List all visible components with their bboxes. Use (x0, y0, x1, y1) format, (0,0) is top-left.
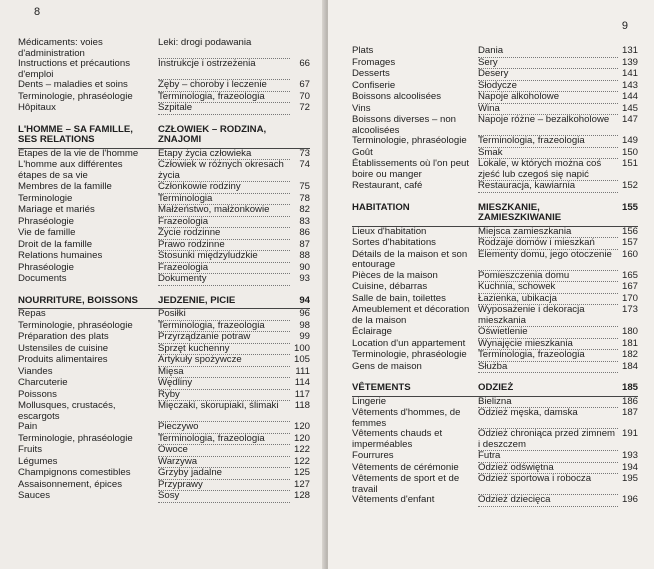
french-title: Confiserie (352, 79, 396, 91)
polish-title: Sery (478, 58, 618, 70)
polish-title: Frazeologia (158, 263, 290, 275)
page-ref: 82 (299, 204, 310, 215)
page-ref: 131 (621, 45, 638, 56)
toc-entry (18, 468, 310, 480)
polish-title: Terminologia (158, 194, 290, 206)
page-ref: 185 (621, 382, 638, 393)
toc-entry (18, 332, 310, 344)
polish-title: Terminologia, frazeologia (478, 136, 618, 148)
toc-list (18, 38, 310, 503)
polish-title: Stosunki międzyludzkie (158, 251, 290, 263)
french-title: Boissons alcoolisées (352, 91, 442, 102)
polish-title: Desery (478, 69, 618, 81)
page-ref: 118 (294, 400, 310, 411)
polish-title: Napoje alkoholowe (478, 92, 618, 104)
page-ref: 111 (295, 365, 310, 377)
page-ref: 143 (621, 79, 638, 91)
french-title: Poissons (18, 388, 57, 400)
french-title: L'HOMME – SA FAMILLE, SES RELATIONS (18, 123, 133, 145)
page-ref: 100 (293, 342, 310, 354)
toc-entry (352, 238, 638, 250)
page-ref: 182 (621, 349, 638, 360)
polish-title: Owoce (158, 445, 290, 457)
page-ref: 74 (299, 159, 310, 170)
polish-title: Napoje różne – bezalkoholowe (478, 115, 618, 136)
toc-entry (352, 92, 638, 104)
section-heading (18, 125, 310, 149)
polish-title: Dokumenty (158, 274, 290, 286)
page-ref: 125 (293, 467, 310, 478)
polish-title: Miejsca zamieszkania (478, 227, 618, 239)
toc-entry (352, 46, 638, 58)
page-ref: 105 (293, 354, 310, 365)
polish-title: Leki: drogi podawania (158, 38, 290, 59)
french-title: Vêtements d'enfant (352, 494, 435, 505)
page-ref: 83 (299, 215, 310, 227)
french-title: Location d'un appartement (352, 337, 466, 349)
french-title: Éclairage (352, 326, 392, 337)
page-number: 9 (621, 20, 628, 32)
toc-entry (352, 327, 638, 339)
toc-entry (18, 251, 310, 263)
section-heading (352, 383, 638, 397)
toc-entry (18, 445, 310, 457)
french-title: Plats (352, 45, 374, 56)
page-ref: 114 (294, 377, 310, 388)
page-ref: 75 (299, 181, 310, 192)
page-ref: 155 (621, 201, 638, 213)
polish-title: Zęby – choroby i leczenie (158, 80, 290, 92)
page-ref: 196 (621, 494, 638, 505)
page-ref: 165 (621, 269, 638, 281)
page-ref: 145 (621, 102, 638, 114)
polish-title: Pieczywo (158, 422, 290, 434)
polish-title: Mięsa (158, 367, 290, 379)
polish-title: JEDZENIE, PICIE (158, 294, 236, 306)
french-title: Vie de famille (18, 227, 76, 238)
french-title: Légumes (18, 455, 58, 467)
toc-entry (352, 282, 638, 294)
polish-title: Sosy (158, 491, 290, 503)
polish-title: Kuchnia, schowek (478, 282, 618, 294)
french-title: Fourrures (352, 450, 394, 461)
french-title: Vêtements chauds et imperméables (352, 428, 443, 450)
page-ref: 186 (621, 395, 638, 407)
polish-title: Warzywa (158, 457, 290, 469)
page-ref: 72 (299, 102, 310, 113)
french-title: Terminologie, phraséologie (18, 432, 133, 444)
polish-title: Futra (478, 451, 618, 463)
page-ref: 180 (621, 326, 638, 337)
french-title: Mariage et mariés (18, 204, 95, 215)
french-title: Vêtements de cérémonie (352, 461, 459, 473)
french-title: Lieux d'habitation (352, 225, 427, 237)
polish-title: Człowiek w różnych okresach życia (158, 160, 290, 182)
french-title: Pain (18, 421, 38, 432)
toc-entry (18, 160, 310, 182)
french-title: Repas (18, 308, 46, 319)
page-ref: 195 (621, 473, 638, 484)
page-ref: 87 (299, 238, 310, 250)
french-title: Assaisonnement, épices (18, 478, 122, 490)
page-ref: 67 (299, 79, 310, 90)
polish-title: Posiłki (158, 309, 290, 321)
page-ref: 66 (299, 58, 310, 69)
polish-title: Frazeologia (158, 217, 290, 229)
french-title: Dents – maladies et soins (18, 79, 128, 90)
page-ref: 117 (294, 388, 310, 400)
polish-title: Grzyby jadalne (158, 468, 290, 480)
page-ref: 120 (293, 421, 310, 432)
french-title: Terminologie, phraséologie (352, 349, 467, 360)
french-title: Vêtements de sport et de travail (352, 473, 460, 495)
french-title: Viandes (18, 365, 53, 377)
french-title: Champignons comestibles (18, 467, 131, 478)
french-title: Cuisine, débarras (352, 281, 428, 292)
french-title: Terminologie (18, 192, 73, 204)
toc-entry (18, 401, 310, 422)
toc-entry (352, 159, 638, 181)
page-ref: 150 (621, 146, 638, 158)
polish-title: MIESZKANIE, ZAMIESZKIWANIE (478, 201, 562, 223)
page-ref: 120 (293, 432, 310, 444)
polish-title: Mięczaki, skorupiaki, ślimaki (158, 401, 290, 422)
polish-title: Wynajęcie mieszkania (478, 339, 618, 351)
polish-title: Łazienka, ubikacja (478, 294, 618, 306)
page-ref: 99 (299, 331, 310, 342)
toc-list (352, 46, 638, 507)
french-title: Établissements où l'on peut boire ou manger (352, 158, 470, 180)
polish-title: Odzież odświętna (478, 463, 618, 475)
french-title: Vêtements d'hommes, de femmes (352, 407, 461, 429)
page-ref: 187 (621, 407, 638, 418)
polish-title: Ryby (158, 390, 290, 402)
french-title: Boissons diverses – non alcoolisées (352, 114, 456, 136)
polish-title: Lokale, w których można coś zjeść lub czegoś się napić (478, 159, 618, 181)
toc-entry (18, 80, 310, 92)
french-title: L'homme aux différentes étapes de sa vie (18, 159, 123, 181)
page-ref: 139 (621, 56, 638, 68)
page-ref: 90 (299, 261, 310, 273)
toc-entry (352, 408, 638, 429)
page-ref: 156 (621, 225, 638, 237)
section-heading (352, 203, 638, 227)
page-ref: 160 (621, 248, 638, 260)
toc-entry (352, 69, 638, 81)
french-title: Détails de la maison et son entourage (352, 248, 468, 270)
polish-title: Służba (478, 362, 618, 374)
page-ref: 78 (299, 192, 310, 204)
polish-title: Małżeństwo, małżonkowie (158, 205, 290, 217)
polish-title: Wina (478, 104, 618, 116)
french-title: Documents (18, 273, 67, 284)
page-ref: 173 (621, 304, 638, 315)
polish-title: Odzież dziecięca (478, 495, 618, 507)
toc-entry (352, 429, 638, 451)
french-title: Fromages (352, 56, 396, 68)
toc-entry (18, 59, 310, 80)
polish-title: Etapy życia człowieka (158, 149, 290, 161)
page-ref: 157 (621, 237, 638, 248)
french-title: Charcuterie (18, 377, 68, 388)
page-ref: 122 (293, 455, 310, 467)
french-title: Membres de la famille (18, 181, 112, 192)
page-ref: 127 (293, 478, 310, 490)
french-title: Desserts (352, 68, 390, 79)
french-title: Terminologie, phraséologie (18, 90, 133, 102)
page-ref: 96 (299, 308, 310, 319)
toc-entry (352, 451, 638, 463)
polish-title: Elementy domu, jego otoczenie (478, 250, 618, 271)
toc-entry (18, 422, 310, 434)
french-title: Goût (352, 146, 373, 158)
page-ref: 144 (621, 91, 638, 102)
polish-title: Szpitale (158, 103, 290, 115)
polish-title: Życie rodzinne (158, 228, 290, 240)
polish-title: Odzież męska, damska (478, 408, 618, 429)
french-title: Sortes d'habitations (352, 237, 436, 248)
french-title: Salle de bain, toilettes (352, 292, 446, 304)
polish-title: Przyrządzanie potraw (158, 332, 290, 344)
toc-entry (352, 136, 638, 148)
page-ref: 98 (299, 319, 310, 331)
french-title: Étapes de la vie de l'homme (18, 147, 139, 159)
toc-entry (18, 378, 310, 390)
french-title: Gens de maison (352, 360, 422, 372)
polish-title: Wyposażenie i dekoracja mieszkania (478, 305, 618, 327)
toc-entry (18, 182, 310, 194)
french-title: Lingerie (352, 395, 387, 407)
polish-title: Członkowie rodziny (158, 182, 290, 194)
french-title: Restaurant, café (352, 180, 423, 191)
page-ref: 151 (621, 158, 638, 169)
page-ref: 128 (293, 490, 310, 501)
page-ref: 149 (621, 135, 638, 146)
toc-entry (18, 355, 310, 367)
french-title: Phraséologie (18, 215, 75, 227)
page-ref: 86 (299, 227, 310, 238)
toc-entry (18, 491, 310, 503)
left-page (0, 0, 326, 569)
french-title: Sauces (18, 490, 50, 501)
toc-entry (18, 205, 310, 217)
polish-title: Terminologia, frazeologia (158, 321, 290, 333)
page-ref: 191 (621, 428, 638, 439)
section-heading (18, 296, 310, 310)
page-ref: 167 (621, 281, 638, 292)
page-ref (290, 38, 310, 59)
toc-entry (18, 103, 310, 115)
french-title: VÊTEMENTS (352, 382, 411, 393)
polish-title: ODZIEŻ (478, 382, 514, 393)
page-ref: 122 (293, 444, 310, 455)
french-title: Produits alimentaires (18, 354, 108, 365)
french-title: Droit de la famille (18, 238, 93, 250)
page-ref: 93 (299, 273, 310, 284)
page-ref: 88 (299, 250, 310, 261)
polish-title: Słodycze (478, 81, 618, 93)
page-ref: 194 (621, 461, 638, 473)
french-title: Phraséologie (18, 261, 75, 273)
polish-title: Sprzęt kuchenny (158, 344, 290, 356)
toc-entry (18, 228, 310, 240)
french-title: Relations humaines (18, 250, 103, 261)
polish-title: Wędliny (158, 378, 290, 390)
polish-title: Prawo rodzinne (158, 240, 290, 252)
page-ref: 141 (621, 68, 638, 79)
polish-title: Oświetlenie (478, 327, 618, 339)
toc-entry (18, 309, 310, 321)
french-title: Ustensiles de cuisine (18, 342, 109, 354)
page-ref: 184 (621, 360, 638, 372)
french-title: Médicaments: voies d'administration (18, 37, 103, 59)
french-title: NOURRITURE, BOISSONS (18, 294, 138, 306)
polish-title: Instrukcje i ostrzeżenia (158, 59, 290, 80)
polish-title: Bielizna (478, 397, 618, 409)
toc-entry (18, 38, 310, 59)
french-title: Pièces de la maison (352, 269, 438, 281)
polish-title: Terminologia, frazeologia (158, 434, 290, 446)
page-ref: 193 (621, 450, 638, 461)
polish-title: Terminologia, frazeologia (158, 92, 290, 104)
french-title: Terminologie, phraséologie (18, 319, 133, 331)
polish-title: Przyprawy (158, 480, 290, 492)
page-ref: 147 (621, 114, 638, 125)
page-ref (290, 125, 310, 146)
page-ref: 94 (299, 294, 310, 306)
polish-title: Smak (478, 148, 618, 160)
page-ref: 181 (621, 337, 638, 349)
toc-entry (352, 250, 638, 271)
french-title: Fruits (18, 444, 42, 455)
right-page (328, 0, 654, 569)
toc-entry (352, 181, 638, 193)
polish-title: Odzież chroniąca przed zimnem i deszczem (478, 429, 618, 451)
polish-title: CZŁOWIEK – RODZINA, ZNAJOMI (158, 123, 267, 145)
french-title: HABITATION (352, 201, 410, 213)
page-ref: 73 (299, 147, 310, 159)
page-ref: 70 (299, 90, 310, 102)
polish-title: Rodzaje domów i mieszkań (478, 238, 618, 250)
french-title: Terminologie, phraséologie (352, 135, 467, 146)
polish-title: Dania (478, 46, 618, 58)
toc-entry (352, 362, 638, 374)
toc-entry (352, 350, 638, 362)
french-title: Vins (352, 102, 371, 114)
polish-title: Terminologia, frazeologia (478, 350, 618, 362)
polish-title: Odzież sportowa i robocza (478, 474, 618, 495)
french-title: Préparation des plats (18, 331, 109, 342)
polish-title: Restauracja, kawiarnia (478, 181, 618, 193)
french-title: Hôpitaux (18, 102, 56, 113)
toc-entry (352, 305, 638, 327)
page-ref: 170 (621, 292, 638, 304)
french-title: Ameublement et décoration de la maison (352, 304, 470, 326)
toc-entry (352, 474, 638, 495)
polish-title: Pomieszczenia domu (478, 271, 618, 283)
toc-entry (18, 274, 310, 286)
french-title: Mollusques, crustacés, escargots (18, 400, 116, 422)
french-title: Instructions et précautions d'emploi (18, 58, 130, 80)
polish-title: Artykuły spożywcze (158, 355, 290, 367)
toc-entry (352, 495, 638, 507)
page-number: 8 (34, 6, 41, 18)
page-ref: 152 (621, 180, 638, 191)
toc-entry (352, 115, 638, 136)
